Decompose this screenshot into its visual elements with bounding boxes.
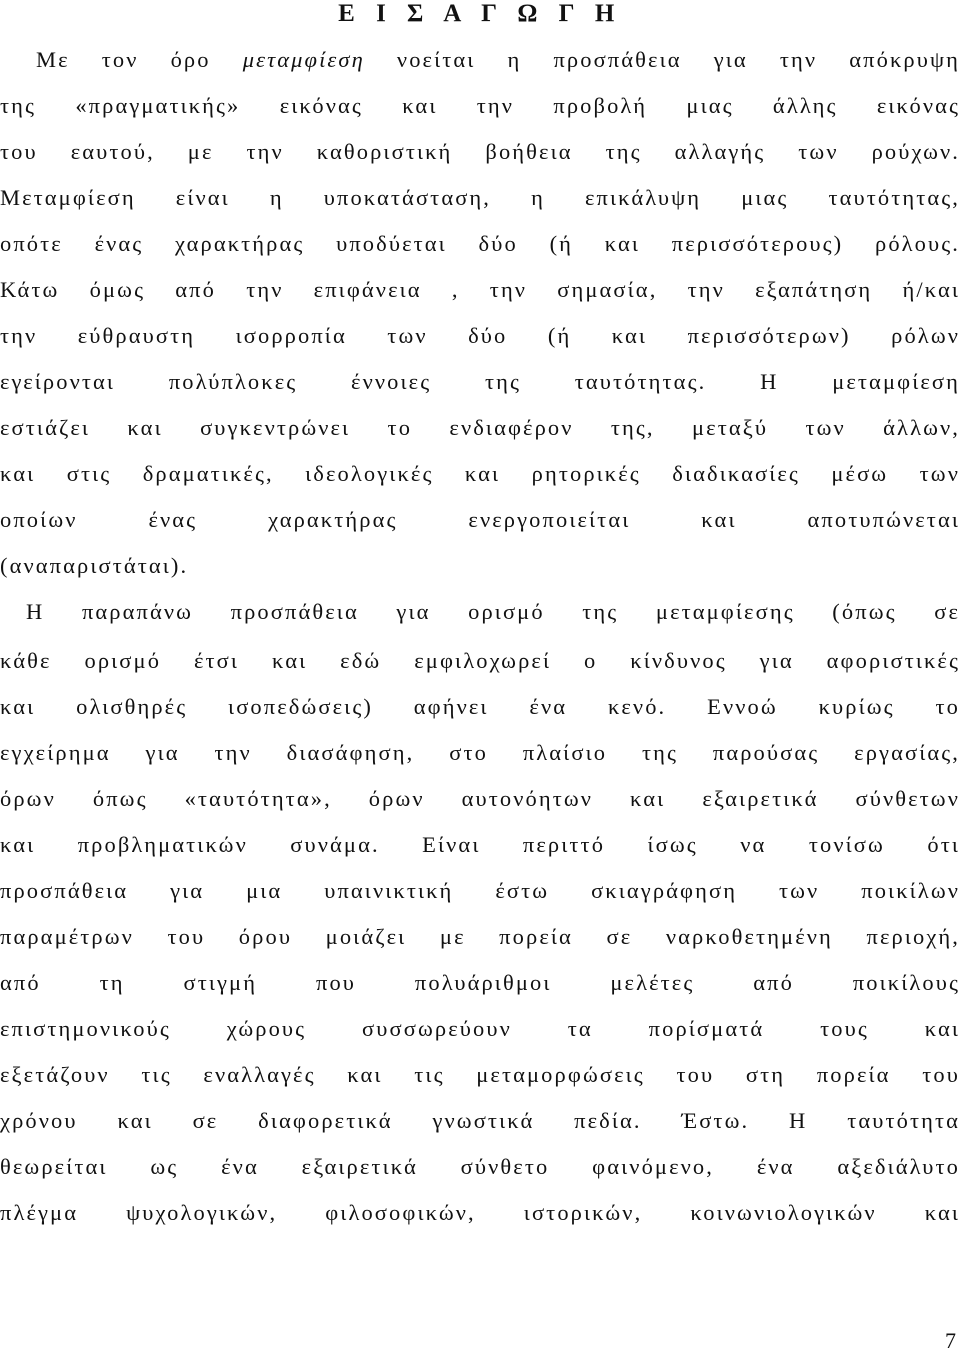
text-line-7: την εύθραυστη ισορροπία των δύο (ή και περισσότερων) ρόλων xyxy=(0,323,960,348)
text-line-22: επιστημονικούς χώρους συσσωρεύουν τα πορίσματά τους και xyxy=(0,1016,960,1041)
text-line-9: εστιάζει και συγκεντρώνει το ενδιαφέρον της, μεταξύ των άλλων, xyxy=(0,415,960,440)
text-line-26: πλέγμα ψυχολογικών, φιλοσοφικών, ιστορικών, κοινωνιολογικών και xyxy=(0,1200,960,1225)
text-line-10: και στις δραματικές, ιδεολογικές και ρητορικές διαδικασίες μέσω των xyxy=(0,461,960,486)
text-line-13: Η παραπάνω προσπάθεια για ορισμό της μεταμφίεσης (όπως σε xyxy=(26,599,960,624)
text-line-2: της «πραγματικής» εικόνας και την προβολή μιας άλλης εικόνας xyxy=(0,93,960,118)
text-line-5: οπότε ένας χαρακτήρας υποδύεται δύο (ή και περισσότερους) ρόλους. xyxy=(0,231,960,256)
text-line-24: χρόνου και σε διαφορετικά γνωστικά πεδία. Έστω. Η ταυτότητα xyxy=(0,1108,960,1133)
text-line-8: εγείρονται πολύπλοκες έννοιες της ταυτότητας. Η μεταμφίεση xyxy=(0,369,960,394)
text-line-6: Κάτω όμως από την επιφάνεια , την σημασία, την εξαπάτηση ή/και xyxy=(0,277,960,302)
text-line-25: θεωρείται ως ένα εξαιρετικά σύνθετο φαινόμενο, ένα αξεδιάλυτο xyxy=(0,1154,960,1179)
text-line-18: και προβληματικών συνάμα. Είναι περιττό ίσως να τονίσω ότι xyxy=(0,832,960,857)
text-line-23: εξετάζουν τις εναλλαγές και τις μεταμορφώσεις του στη πορεία του xyxy=(0,1062,960,1087)
text-line-19: προσπάθεια για μια υπαινικτική έστω σκιαγράφηση των ποικίλων xyxy=(0,878,960,903)
italic-term: μεταμφίεση xyxy=(242,47,365,72)
text-line-4: Μεταμφίεση είναι η υποκατάσταση, η επικάλυψη μιας ταυτότητας, xyxy=(0,185,960,210)
text-line-1: Με τον όρο μεταμφίεση νοείται η προσπάθεια για την απόκρυψη xyxy=(36,47,960,72)
text-line-16: εγχείρημα για την διασάφηση, στο πλαίσιο της παρούσας εργασίας, xyxy=(0,740,960,765)
text-line-12: (αναπαριστάται). xyxy=(0,553,189,578)
text-line-15: και ολισθηρές ισοπεδώσεις) αφήνει ένα κενό. Εννοώ κυρίως το xyxy=(0,694,960,719)
text-line-20: παραμέτρων του όρου μοιάζει με πορεία σε ναρκοθετημένη περιοχή, xyxy=(0,924,960,949)
text-line-21: από τη στιγμή που πολυάριθμοι μελέτες από ποικίλους xyxy=(0,970,960,995)
text-line-14: κάθε ορισμό έτσι και εδώ εμφιλοχωρεί ο κίνδυνος για αφοριστικές xyxy=(0,648,960,673)
page-number: 7 xyxy=(945,1328,956,1353)
text-line-3: του εαυτού, με την καθοριστική βοήθεια της αλλαγής των ρούχων. xyxy=(0,139,960,164)
text-line-17: όρων όπως «ταυτότητα», όρων αυτονόητων και εξαιρετικά σύνθετων xyxy=(0,786,960,811)
chapter-heading: Ε Ι Σ Α Γ Ω Γ Η xyxy=(338,0,622,27)
text-line-11: οποίων ένας χαρακτήρας ενεργοποιείται και αποτυπώνεται xyxy=(0,507,960,532)
